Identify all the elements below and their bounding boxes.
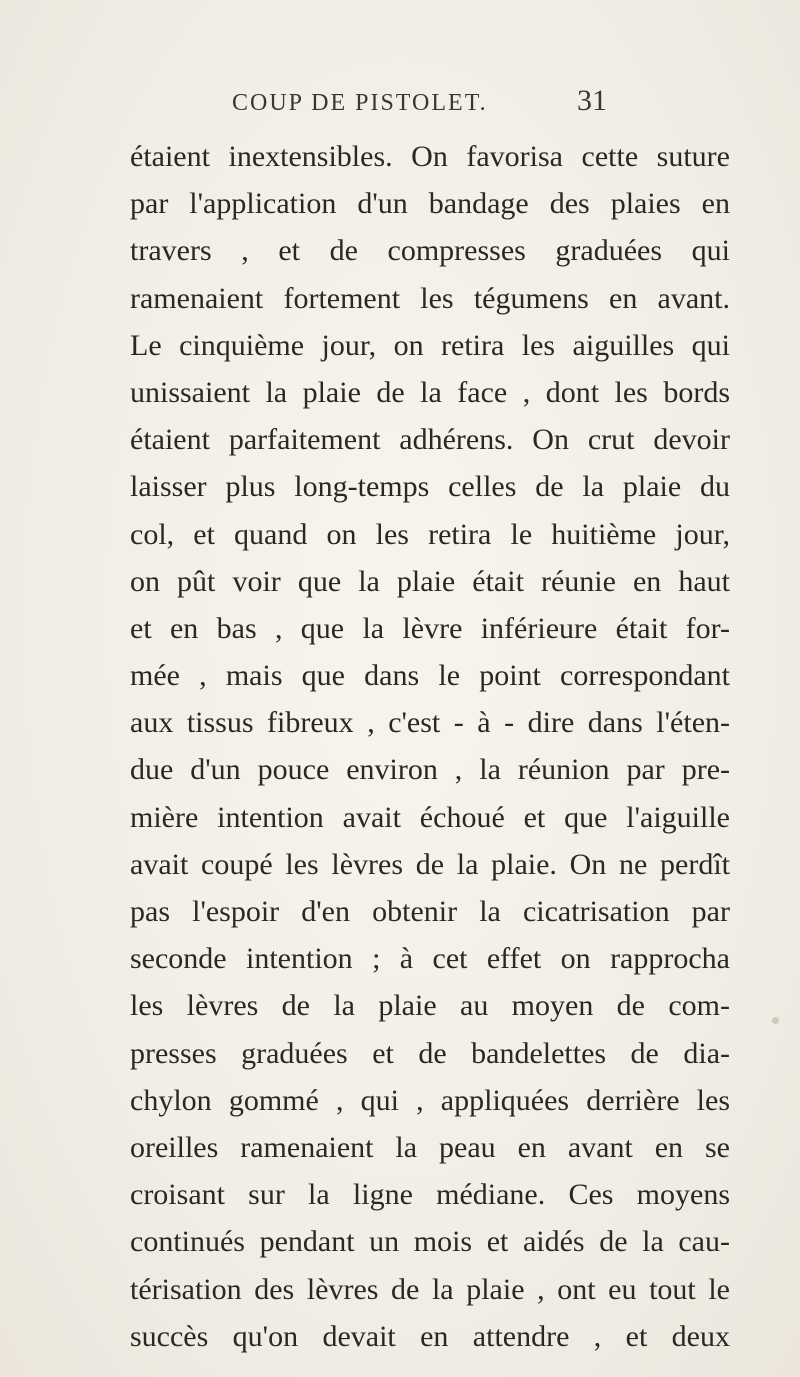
page-number: 31 (577, 84, 607, 117)
text-line: aux tissus fibreux , c'est - à - dire dans l'éten- (130, 706, 730, 740)
text-line: par l'application d'un bandage des plaies en (130, 187, 730, 221)
text-line: mée , mais que dans le point correspondant (130, 659, 730, 693)
text-line: on pût voir que la plaie était réunie en haut (130, 564, 730, 598)
text-line: presses graduées et de bandelettes de dia- (130, 1036, 730, 1070)
page-header (0, 84, 800, 118)
text-line: étaient parfaitement adhérens. On crut devoir (130, 423, 730, 457)
text-line: ramenaient fortement les tégumens en avant. (130, 281, 730, 315)
text-line: travers , et de compresses graduées qui (130, 234, 730, 268)
text-line: pas l'espoir d'en obtenir la cicatrisation par (130, 895, 730, 928)
margin-speck (772, 1017, 779, 1024)
text-line: mière intention avait échoué et que l'aiguille (130, 800, 730, 834)
running-title: COUP DE PISTOLET. (232, 90, 488, 116)
text-line: due d'un pouce environ , la réunion par pre- (130, 753, 730, 787)
text-line: les lèvres de la plaie au moyen de com- (130, 989, 730, 1023)
text-line: col, et quand on les retira le huitième jour, (130, 517, 730, 551)
text-line: continués pendant un mois et aidés de la cau- (130, 1225, 730, 1259)
text-line: Le cinquième jour, on retira les aiguilles qui (130, 328, 730, 362)
text-line: étaient inextensibles. On favorisa cette suture (130, 140, 730, 173)
text-line: laisser plus long-temps celles de la plaie du (130, 470, 730, 504)
text-line: avait coupé les lèvres de la plaie. On ne perdît (130, 847, 730, 881)
text-line: unissaient la plaie de la face , dont les bords (130, 375, 730, 409)
text-line: succès qu'on devait en attendre , et deux (130, 1319, 730, 1353)
text-line: seconde intention ; à cet effet on rapprocha (130, 942, 730, 976)
text-line: térisation des lèvres de la plaie , ont eu tout le (130, 1272, 730, 1306)
text-line: et en bas , que la lèvre inférieure était for- (130, 611, 730, 645)
text-line: chylon gommé , qui , appliquées derrière les (130, 1083, 730, 1117)
body-text (130, 133, 730, 1360)
text-line: oreilles ramenaient la peau en avant en se (130, 1130, 730, 1164)
text-line: croisant sur la ligne médiane. Ces moyens (130, 1178, 730, 1212)
